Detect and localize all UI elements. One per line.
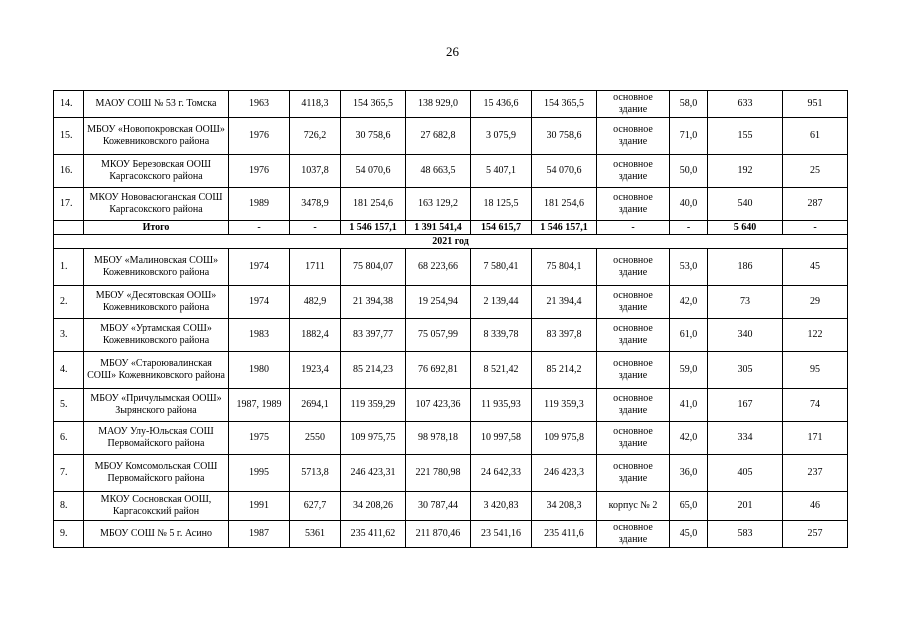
pupils: 171: [783, 422, 848, 455]
places: 305: [708, 352, 783, 389]
row-number: 5.: [54, 389, 84, 422]
cost-sum: 83 397,8: [532, 319, 597, 352]
area: -: [290, 221, 341, 235]
cost-total: 119 359,29: [341, 389, 406, 422]
table-row: [54, 249, 848, 286]
table-row: [54, 319, 848, 352]
building: основное здание: [597, 422, 670, 455]
school-name: МАОУ СОШ № 53 г. Томска: [84, 91, 229, 118]
places: 192: [708, 155, 783, 188]
wear: 40,0: [670, 188, 708, 221]
places: 186: [708, 249, 783, 286]
row-number: 8.: [54, 492, 84, 521]
school-name: МБОУ Комсомольская СОШ Первомайского района: [84, 455, 229, 492]
cost-regional: 5 407,1: [471, 155, 532, 188]
cost-regional: 24 642,33: [471, 455, 532, 492]
school-name: МБОУ «Малиновская СОШ» Кожевниковского района: [84, 249, 229, 286]
build-year: -: [229, 221, 290, 235]
places: 167: [708, 389, 783, 422]
places: 340: [708, 319, 783, 352]
building: -: [597, 221, 670, 235]
pupils: 46: [783, 492, 848, 521]
table-row: [54, 455, 848, 492]
wear: -: [670, 221, 708, 235]
cost-sum: 246 423,3: [532, 455, 597, 492]
schools-table: [53, 90, 848, 548]
cost-federal: 98 978,18: [406, 422, 471, 455]
cost-sum: 54 070,6: [532, 155, 597, 188]
pupils: 95: [783, 352, 848, 389]
places: 405: [708, 455, 783, 492]
wear: 59,0: [670, 352, 708, 389]
table-row: [54, 286, 848, 319]
school-name: МКОУ Нововасюганская СОШ Каргасокского района: [84, 188, 229, 221]
places: 201: [708, 492, 783, 521]
school-name: МКОУ Сосновская ООШ, Каргасокский район: [84, 492, 229, 521]
pupils: 951: [783, 91, 848, 118]
cost-sum: 235 411,6: [532, 521, 597, 548]
building: основное здание: [597, 91, 670, 118]
cost-federal: 1 391 541,4: [406, 221, 471, 235]
wear: 61,0: [670, 319, 708, 352]
cost-total: 246 423,31: [341, 455, 406, 492]
table-row: [54, 492, 848, 521]
area: 1882,4: [290, 319, 341, 352]
wear: 65,0: [670, 492, 708, 521]
row-number: 4.: [54, 352, 84, 389]
build-year: 1980: [229, 352, 290, 389]
cost-regional: 15 436,6: [471, 91, 532, 118]
area: 482,9: [290, 286, 341, 319]
building: основное здание: [597, 521, 670, 548]
build-year: 1991: [229, 492, 290, 521]
area: 4118,3: [290, 91, 341, 118]
area: 1923,4: [290, 352, 341, 389]
cost-regional: 154 615,7: [471, 221, 532, 235]
pupils: 61: [783, 118, 848, 155]
pupils: 25: [783, 155, 848, 188]
cost-federal: 30 787,44: [406, 492, 471, 521]
cost-sum: 109 975,8: [532, 422, 597, 455]
row-number: [54, 221, 84, 235]
section-title: 2021 год: [54, 235, 848, 249]
total-label: Итого: [84, 221, 229, 235]
cost-federal: 163 129,2: [406, 188, 471, 221]
cost-regional: 10 997,58: [471, 422, 532, 455]
pupils: 45: [783, 249, 848, 286]
table-row: [54, 352, 848, 389]
row-number: 6.: [54, 422, 84, 455]
places: 155: [708, 118, 783, 155]
table-row: [54, 118, 848, 155]
area: 1711: [290, 249, 341, 286]
pupils: 237: [783, 455, 848, 492]
building: корпус № 2: [597, 492, 670, 521]
building: основное здание: [597, 319, 670, 352]
cost-sum: 154 365,5: [532, 91, 597, 118]
build-year: 1987, 1989: [229, 389, 290, 422]
places: 73: [708, 286, 783, 319]
cost-federal: 76 692,81: [406, 352, 471, 389]
cost-total: 235 411,62: [341, 521, 406, 548]
wear: 71,0: [670, 118, 708, 155]
build-year: 1976: [229, 155, 290, 188]
cost-regional: 7 580,41: [471, 249, 532, 286]
build-year: 1975: [229, 422, 290, 455]
building: основное здание: [597, 389, 670, 422]
area: 2694,1: [290, 389, 341, 422]
cost-sum: 181 254,6: [532, 188, 597, 221]
row-number: 16.: [54, 155, 84, 188]
school-name: МБОУ «Новопокровская ООШ» Кожевниковского района: [84, 118, 229, 155]
wear: 42,0: [670, 422, 708, 455]
places: 583: [708, 521, 783, 548]
places: 633: [708, 91, 783, 118]
cost-total: 154 365,5: [341, 91, 406, 118]
cost-federal: 107 423,36: [406, 389, 471, 422]
build-year: 1976: [229, 118, 290, 155]
wear: 41,0: [670, 389, 708, 422]
area: 5713,8: [290, 455, 341, 492]
cost-sum: 34 208,3: [532, 492, 597, 521]
area: 627,7: [290, 492, 341, 521]
table-row: [54, 521, 848, 548]
build-year: 1989: [229, 188, 290, 221]
cost-regional: 8 521,42: [471, 352, 532, 389]
wear: 58,0: [670, 91, 708, 118]
table-row: [54, 188, 848, 221]
pupils: 122: [783, 319, 848, 352]
school-name: МБОУ СОШ № 5 г. Асино: [84, 521, 229, 548]
table-row: [54, 91, 848, 118]
cost-sum: 1 546 157,1: [532, 221, 597, 235]
page-number: 26: [446, 44, 459, 59]
cost-total: 83 397,77: [341, 319, 406, 352]
area: 726,2: [290, 118, 341, 155]
wear: 45,0: [670, 521, 708, 548]
places: 540: [708, 188, 783, 221]
cost-sum: 75 804,1: [532, 249, 597, 286]
wear: 50,0: [670, 155, 708, 188]
row-number: 2.: [54, 286, 84, 319]
cost-total: 1 546 157,1: [341, 221, 406, 235]
build-year: 1983: [229, 319, 290, 352]
cost-regional: 11 935,93: [471, 389, 532, 422]
build-year: 1963: [229, 91, 290, 118]
cost-federal: 221 780,98: [406, 455, 471, 492]
building: основное здание: [597, 249, 670, 286]
section-row: [54, 235, 848, 249]
school-name: МКОУ Березовская ООШ Каргасокского района: [84, 155, 229, 188]
area: 3478,9: [290, 188, 341, 221]
cost-federal: 211 870,46: [406, 521, 471, 548]
building: основное здание: [597, 118, 670, 155]
row-number: 7.: [54, 455, 84, 492]
pupils: 257: [783, 521, 848, 548]
places: 334: [708, 422, 783, 455]
cost-total: 34 208,26: [341, 492, 406, 521]
cost-federal: 48 663,5: [406, 155, 471, 188]
cost-federal: 68 223,66: [406, 249, 471, 286]
wear: 36,0: [670, 455, 708, 492]
places: 5 640: [708, 221, 783, 235]
cost-total: 21 394,38: [341, 286, 406, 319]
building: основное здание: [597, 188, 670, 221]
pupils: 29: [783, 286, 848, 319]
pupils: -: [783, 221, 848, 235]
table-row: [54, 155, 848, 188]
row-number: 14.: [54, 91, 84, 118]
area: 2550: [290, 422, 341, 455]
school-name: МБОУ «Десятовская ООШ» Кожевниковского района: [84, 286, 229, 319]
school-name: МБОУ «Староювалинская СОШ» Кожевниковского района: [84, 352, 229, 389]
pupils: 287: [783, 188, 848, 221]
cost-regional: 23 541,16: [471, 521, 532, 548]
school-name: МБОУ «Причулымская ООШ» Зырянского района: [84, 389, 229, 422]
school-name: МБОУ «Уртамская СОШ» Кожевниковского района: [84, 319, 229, 352]
row-number: 1.: [54, 249, 84, 286]
cost-federal: 75 057,99: [406, 319, 471, 352]
table-row: [54, 389, 848, 422]
cost-regional: 3 420,83: [471, 492, 532, 521]
building: основное здание: [597, 286, 670, 319]
total-row: [54, 221, 848, 235]
cost-total: 181 254,6: [341, 188, 406, 221]
cost-regional: 2 139,44: [471, 286, 532, 319]
row-number: 17.: [54, 188, 84, 221]
cost-regional: 8 339,78: [471, 319, 532, 352]
cost-sum: 21 394,4: [532, 286, 597, 319]
table-row: [54, 422, 848, 455]
wear: 53,0: [670, 249, 708, 286]
cost-federal: 138 929,0: [406, 91, 471, 118]
cost-sum: 119 359,3: [532, 389, 597, 422]
cost-total: 109 975,75: [341, 422, 406, 455]
build-year: 1974: [229, 249, 290, 286]
row-number: 9.: [54, 521, 84, 548]
build-year: 1974: [229, 286, 290, 319]
school-name: МАОУ Улу-Юльская СОШ Первомайского района: [84, 422, 229, 455]
wear: 42,0: [670, 286, 708, 319]
pupils: 74: [783, 389, 848, 422]
cost-total: 54 070,6: [341, 155, 406, 188]
row-number: 15.: [54, 118, 84, 155]
cost-sum: 85 214,2: [532, 352, 597, 389]
building: основное здание: [597, 155, 670, 188]
building: основное здание: [597, 455, 670, 492]
cost-federal: 27 682,8: [406, 118, 471, 155]
build-year: 1995: [229, 455, 290, 492]
area: 1037,8: [290, 155, 341, 188]
cost-regional: 18 125,5: [471, 188, 532, 221]
building: основное здание: [597, 352, 670, 389]
build-year: 1987: [229, 521, 290, 548]
cost-total: 30 758,6: [341, 118, 406, 155]
row-number: 3.: [54, 319, 84, 352]
cost-sum: 30 758,6: [532, 118, 597, 155]
cost-total: 85 214,23: [341, 352, 406, 389]
cost-total: 75 804,07: [341, 249, 406, 286]
cost-regional: 3 075,9: [471, 118, 532, 155]
cost-federal: 19 254,94: [406, 286, 471, 319]
area: 5361: [290, 521, 341, 548]
